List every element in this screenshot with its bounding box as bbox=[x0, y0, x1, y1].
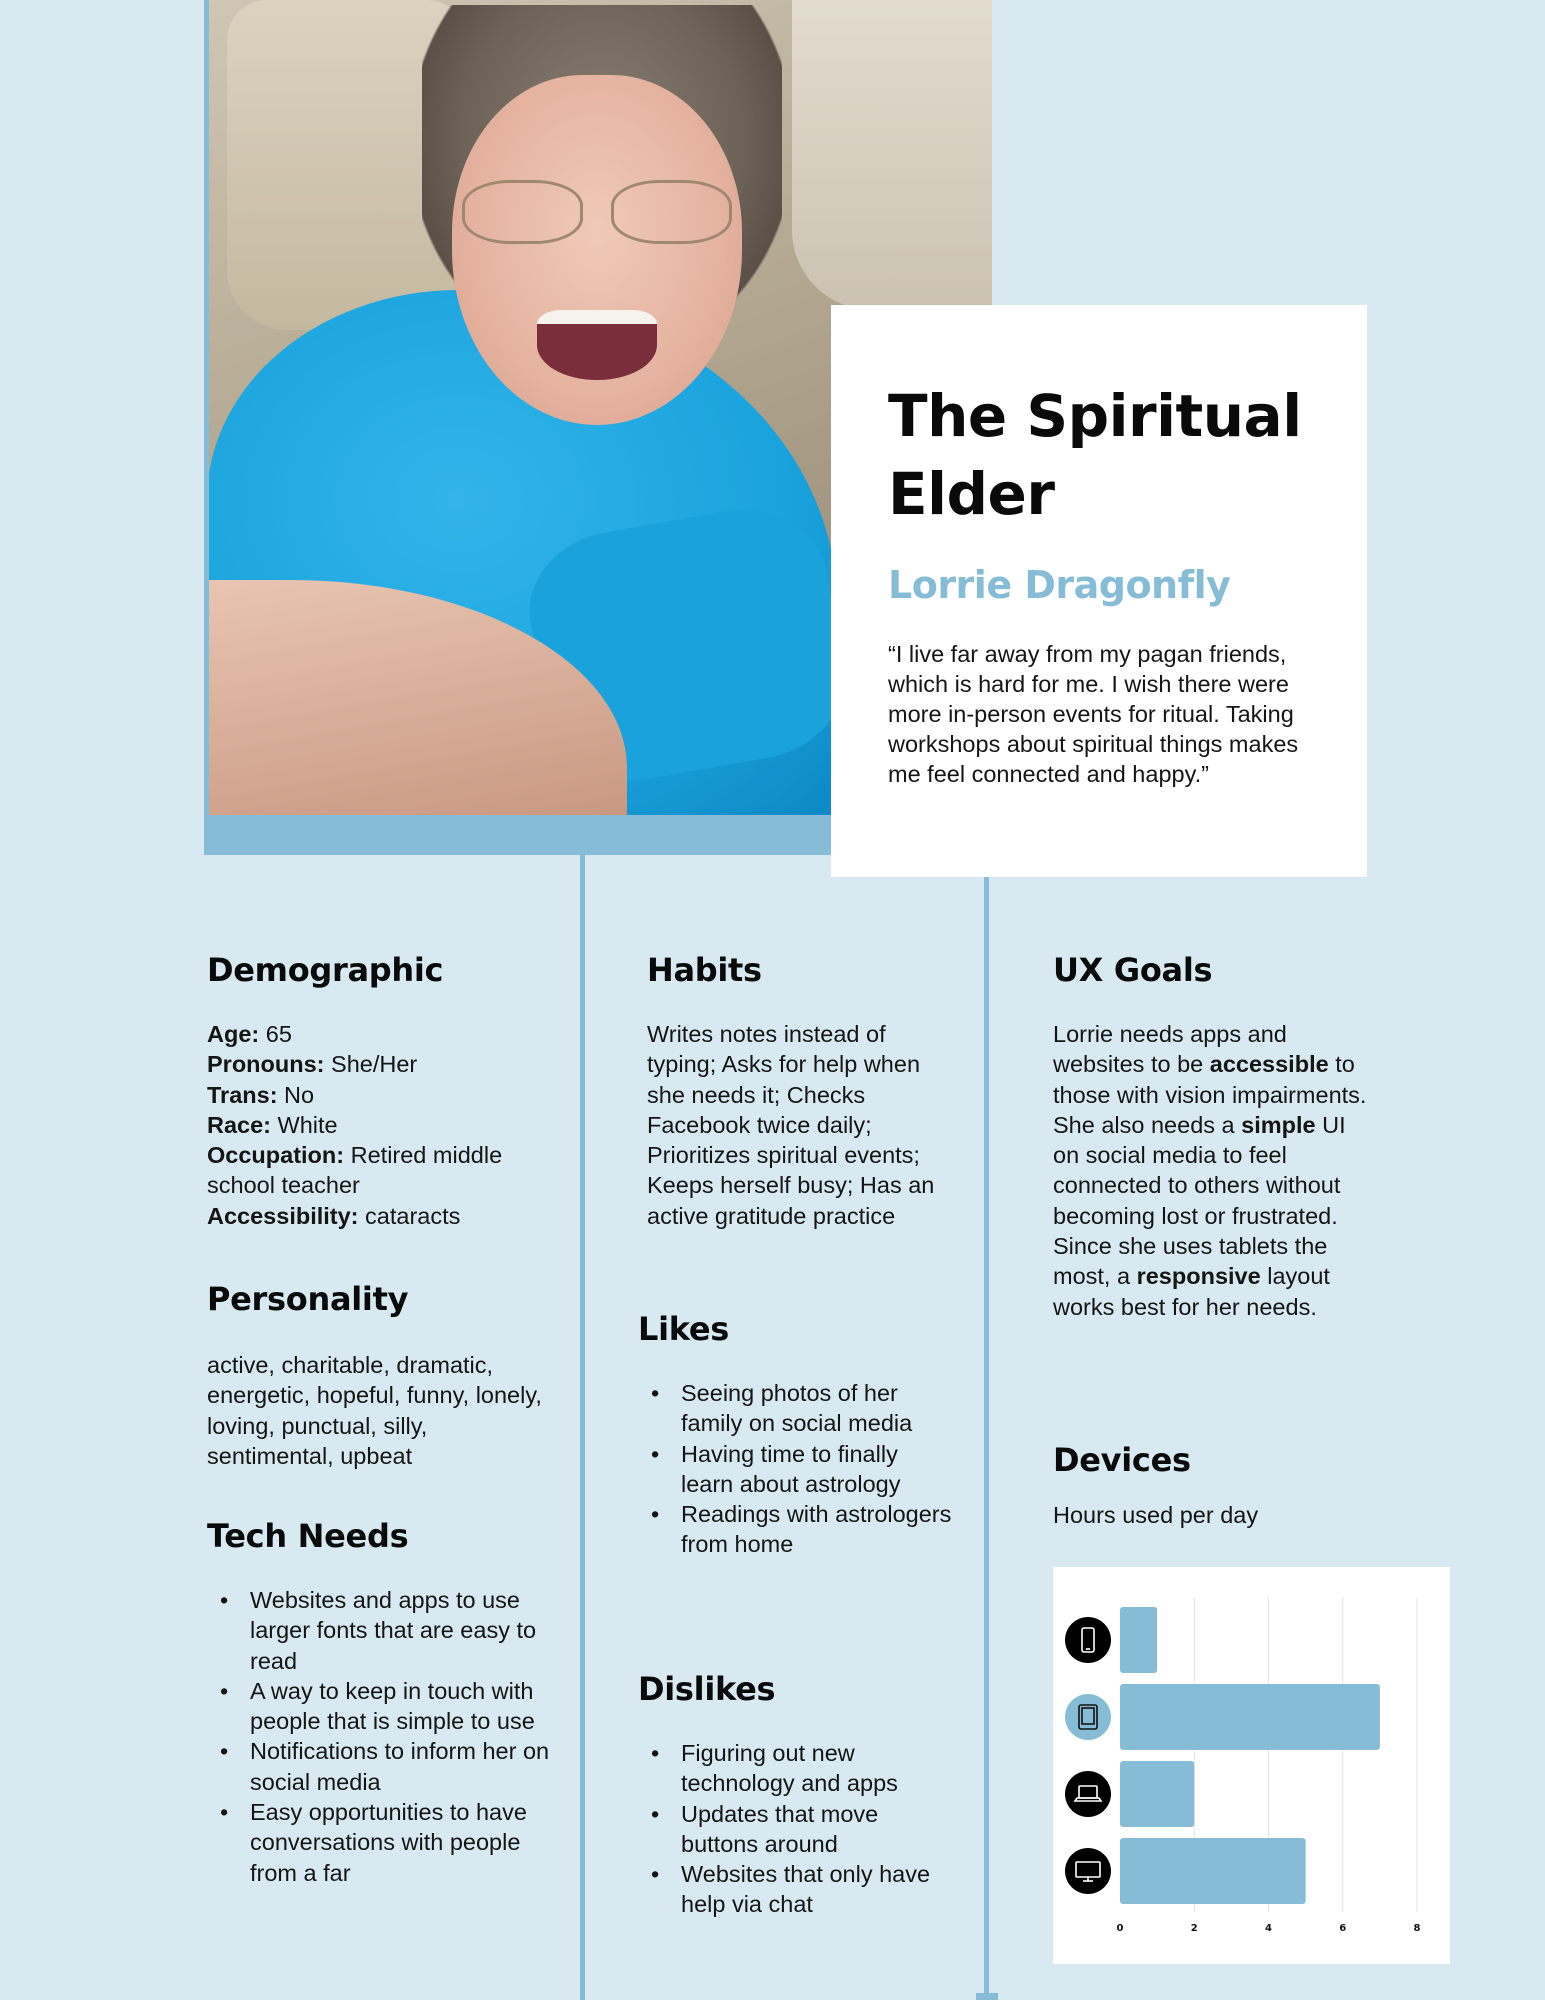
likes-list bbox=[638, 1378, 953, 1560]
demographic-field-value: Retired middle school teacher bbox=[207, 1142, 503, 1199]
devices-chart-svg bbox=[1053, 1567, 1450, 1964]
demographic-field bbox=[207, 1080, 547, 1110]
chart-bar bbox=[1120, 1761, 1194, 1827]
chart-category-marker bbox=[1065, 1771, 1111, 1817]
ux-goals-heading: UX Goals bbox=[1053, 951, 1213, 989]
chart-bar bbox=[1120, 1838, 1306, 1904]
demographic-field-label: Age: bbox=[207, 1021, 260, 1047]
likes-heading: Likes bbox=[638, 1310, 730, 1348]
demographic-field-label: Race: bbox=[207, 1111, 272, 1138]
ux-goals-segment: UI on social media to feel connected to others without becoming lost or frustrated. Since she uses tablets the most, a bbox=[1053, 1111, 1346, 1290]
list-item: • Updates that move buttons around bbox=[638, 1799, 953, 1860]
list-item: • Websites that only have help via chat bbox=[638, 1859, 953, 1920]
devices-heading: Devices bbox=[1053, 1441, 1191, 1479]
demographic-fields bbox=[207, 1019, 547, 1231]
ux-goals-segment: layout works best for her needs. bbox=[1053, 1263, 1330, 1320]
personality-heading: Personality bbox=[207, 1280, 409, 1318]
list-item: • Notifications to inform her on social media bbox=[207, 1736, 552, 1797]
list-item: • Websites and apps to use larger fonts that are easy to read bbox=[207, 1585, 552, 1676]
divider-left bbox=[204, 0, 209, 855]
demographic-field bbox=[207, 1019, 547, 1049]
demographic-field bbox=[207, 1140, 547, 1201]
persona-name: Lorrie Dragonfly bbox=[888, 563, 1231, 607]
demographic-field-value: 65 bbox=[259, 1021, 292, 1047]
ux-goals-text bbox=[1053, 1019, 1373, 1322]
devices-subtitle: Hours used per day bbox=[1053, 1502, 1259, 1528]
list-item: • Seeing photos of her family on social media bbox=[638, 1378, 953, 1439]
persona-title: The Spiritual Elder bbox=[888, 382, 1302, 528]
habits-heading: Habits bbox=[647, 951, 762, 989]
demographic-field-value: She/Her bbox=[324, 1051, 418, 1078]
chart-category-marker bbox=[1065, 1617, 1111, 1663]
chart-tick-label: 4 bbox=[1265, 1923, 1272, 1934]
demographic-field-value: White bbox=[271, 1111, 338, 1138]
demographic-field bbox=[207, 1110, 547, 1140]
chart-tick-label: 6 bbox=[1339, 1923, 1347, 1934]
chart-bar bbox=[1120, 1684, 1380, 1750]
personality-text: active, charitable, dramatic, energetic, hopeful, funny, lonely, loving, punctual, silly, sentimental, upbeat bbox=[207, 1352, 542, 1469]
tech-needs-list bbox=[207, 1585, 552, 1888]
demographic-field bbox=[207, 1201, 547, 1231]
ux-goals-segment: to those with vision impairments. She also needs a bbox=[1053, 1051, 1367, 1138]
persona-quote: “I live far away from my pagan friends, which is hard for me. I wish there were more in-person events for ritual. Taking workshops about spiritual things makes me feel connected and happy.” bbox=[888, 641, 1299, 787]
demographic-field-label: Pronouns: bbox=[207, 1051, 325, 1078]
demographic-field bbox=[207, 1049, 547, 1079]
chart-tick-label: 2 bbox=[1190, 1923, 1198, 1934]
demographic-field-label: Trans: bbox=[207, 1081, 278, 1108]
accent-bar bbox=[207, 815, 847, 855]
divider-column-1 bbox=[580, 855, 585, 2000]
habits-text: Writes notes instead of typing; Asks for help when she needs it; Checks Facebook twice daily; Prioritizes spiritual events; Keeps herself busy; Has an active gratitude practice bbox=[647, 1021, 935, 1229]
demographic-heading: Demographic bbox=[207, 951, 444, 989]
chart-bar bbox=[1120, 1607, 1157, 1673]
demographic-field-value: No bbox=[277, 1081, 315, 1108]
divider-column-2 bbox=[984, 875, 989, 2000]
demographic-field-label: Accessibility: bbox=[207, 1202, 359, 1229]
ux-goals-emphasis: simple bbox=[1241, 1111, 1316, 1138]
dislikes-list bbox=[638, 1738, 953, 1920]
chart-tick-label: 0 bbox=[1116, 1923, 1124, 1934]
list-item: • Easy opportunities to have conversations with people from a far bbox=[207, 1797, 552, 1888]
ux-goals-segment: Lorrie needs apps and websites to be bbox=[1053, 1021, 1287, 1078]
chart-category-marker bbox=[1065, 1848, 1111, 1894]
chart-category-marker bbox=[1065, 1694, 1111, 1740]
list-item: • Figuring out new technology and apps bbox=[638, 1738, 953, 1799]
list-item: • A way to keep in touch with people that is simple to use bbox=[207, 1676, 552, 1737]
devices-chart bbox=[1053, 1567, 1450, 1964]
ux-goals-emphasis: responsive bbox=[1136, 1263, 1261, 1290]
persona-card bbox=[831, 305, 1367, 877]
dislikes-heading: Dislikes bbox=[638, 1670, 776, 1708]
list-item: • Having time to finally learn about astrology bbox=[638, 1439, 953, 1500]
demographic-field-value: cataracts bbox=[358, 1202, 461, 1229]
demographic-field-label: Occupation: bbox=[207, 1142, 345, 1169]
divider-tick bbox=[976, 1993, 998, 2000]
tech-needs-heading: Tech Needs bbox=[207, 1517, 409, 1555]
ux-goals-emphasis: accessible bbox=[1209, 1051, 1329, 1078]
list-item: • Readings with astrologers from home bbox=[638, 1499, 953, 1560]
chart-tick-label: 8 bbox=[1413, 1923, 1421, 1934]
